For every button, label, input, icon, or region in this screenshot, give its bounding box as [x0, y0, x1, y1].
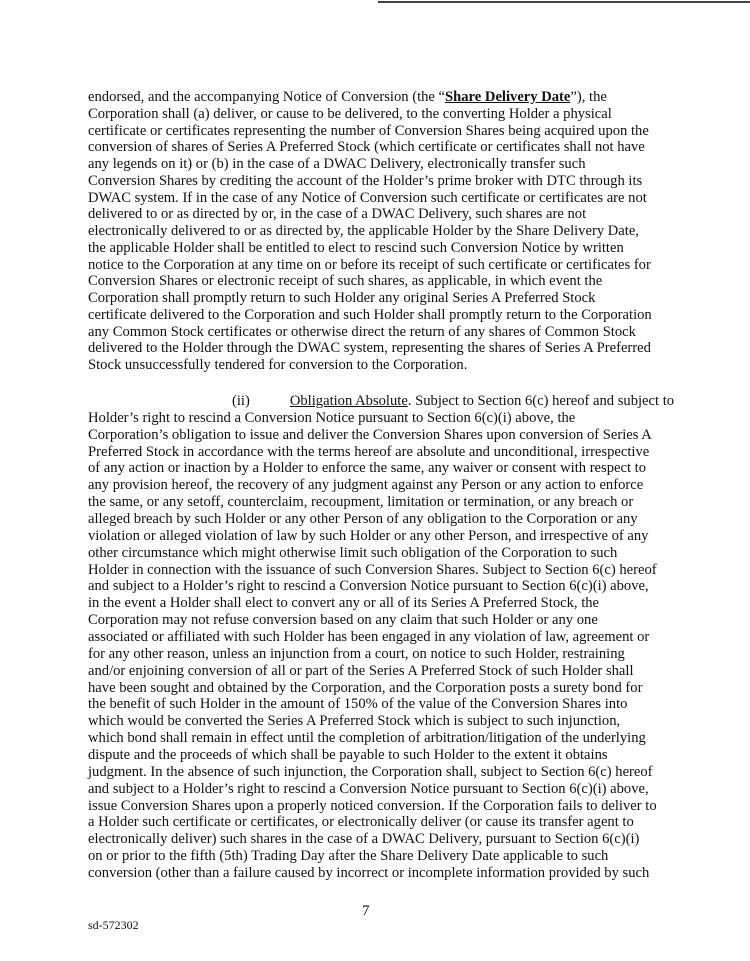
document-id-footer: sd-572302: [88, 918, 139, 932]
text-line: Corporation’s obligation to issue and deliver the Conversion Shares upon conversion of Series A: [88, 426, 652, 443]
text-line: Corporation shall promptly return to such Holder any original Series A Preferred Stock: [88, 290, 596, 306]
text-line: conversion of shares of Series A Preferred Stock (which certificate or certificates shall not have: [88, 139, 645, 156]
paragraph-share-delivery: [88, 89, 708, 374]
text-line: which bond shall remain in effect until the completion of arbitration/litigation of the underlying: [88, 730, 646, 747]
text-line: [88, 89, 708, 106]
page-number: 7: [362, 903, 370, 919]
text-line: have been sought and obtained by the Corporation, and the Corporation posts a surety bond for: [88, 679, 643, 696]
text-line: associated or affiliated with such Holder has been engaged in any violation of law, agreement or: [88, 629, 650, 646]
text-line: electronically delivered to or as directed by, the applicable Holder by the Share Delivery Date,: [88, 223, 639, 239]
paragraph-obligation-absolute: [88, 393, 708, 882]
text-line: notice to the Corporation at any time on or before its receipt of such certificate or certificates for: [88, 256, 651, 273]
text-line: delivered to or as directed by or, in the case of a DWAC Delivery, such shares are not: [88, 206, 587, 223]
text-line: delivered to the Holder through the DWAC system, representing the shares of Series A Preferred: [88, 340, 651, 357]
text-line: and subject to a Holder’s right to rescind a Conversion Notice pursuant to Section 6(c)(i) above,: [88, 578, 649, 595]
text-line: in the event a Holder shall elect to convert any or all of its Series A Preferred Stock, the: [88, 595, 600, 612]
text-line: Holder’s right to rescind a Conversion Notice pursuant to Section 6(c)(i) above, the: [88, 409, 576, 426]
text-line: Preferred Stock in accordance with the terms hereof are absolute and unconditional, irrespective: [88, 443, 650, 460]
text-line: the same, or any setoff, counterclaim, recoupment, limitation or termination, or any breach or: [88, 494, 634, 511]
text-line: the benefit of such Holder in the amount of 150% of the value of the Conversion Shares into: [88, 696, 628, 713]
text-line: [88, 393, 708, 410]
text-line: which would be converted the Series A Preferred Stock which is subject to such injunction,: [88, 713, 621, 730]
text-line: any Common Stock certificates or otherwise direct the return of any shares of Common Stock: [88, 323, 636, 340]
text-line: any provision hereof, the recovery of any judgment against any Person or any action to enforce: [88, 477, 644, 494]
text-line: DWAC system. If in the case of any Notice of Conversion such certificate or certificates are not: [88, 189, 647, 206]
section-heading: Obligation Absolute: [289, 393, 408, 409]
top-rule: [378, 1, 750, 3]
text-line: certificate or certificates representing the number of Conversion Shares being acquired upon the: [88, 122, 649, 139]
text-line: of any action or inaction by a Holder to enforce the same, any waiver or consent with respect to: [88, 460, 647, 477]
text-line: Corporation may not refuse conversion based on any claim that such Holder or any one: [88, 612, 598, 629]
text-line: a Holder such certificate or certificates, or electronically deliver (or cause its transfer agent to: [88, 814, 634, 831]
text-segment: ”), the: [570, 89, 607, 105]
text-line: judgment. In the absence of such injunction, the Corporation shall, subject to Section 6(c) hereof: [88, 763, 653, 780]
text-line: Conversion Shares or electronic receipt of such shares, as applicable, in which event the: [88, 273, 603, 290]
text-line: certificate delivered to the Corporation and such Holder shall promptly return to the Corporation: [88, 306, 652, 323]
text-line: electronically deliver) such shares in the case of a DWAC Delivery, pursuant to Section 6(c)(i): [88, 831, 640, 848]
text-line: on or prior to the fifth (5th) Trading Day after the Share Delivery Date applicable to such: [88, 848, 609, 865]
text-line: Conversion Shares by crediting the account of the Holder’s prime broker with DTC through its: [88, 172, 643, 189]
text-line: and/or enjoining conversion of all or part of the Series A Preferred Stock of such Holder shall: [88, 662, 634, 679]
defined-term: Share Delivery Date: [445, 89, 571, 105]
text-line: issue Conversion Shares upon a properly noticed conversion. If the Corporation fails to deliver to: [88, 797, 657, 814]
text-line: any legends on it) or (b) in the case of a DWAC Delivery, electronically transfer such: [88, 156, 586, 172]
text-line: for any other reason, unless an injunction from a court, on notice to such Holder, restraining: [88, 645, 625, 662]
text-segment: endorsed, and the accompanying Notice of Conversion (the “: [88, 89, 446, 105]
text-line: Corporation shall (a) deliver, or cause to be delivered, to the converting Holder a physical: [88, 105, 612, 122]
text-line: and subject to a Holder’s right to rescind a Conversion Notice pursuant to Section 6(c)(i) above,: [88, 780, 649, 797]
text-line: conversion (other than a failure caused by incorrect or incomplete information provided by such: [88, 865, 650, 882]
text-line: violation or alleged violation of law by such Holder or any other Person, and irrespective of any: [88, 527, 649, 544]
section-number: (ii): [232, 393, 250, 409]
text-line: Stock unsuccessfully tendered for conversion to the Corporation.: [88, 357, 468, 373]
text-line: other circumstance which might otherwise limit such obligation of the Corporation to such: [88, 544, 618, 561]
text-line: dispute and the proceeds of which shall be payable to such Holder to the extent it obtains: [88, 747, 608, 764]
text-line: alleged breach by such Holder or any other Person of any obligation to the Corporation or any: [88, 511, 638, 528]
text-line: Holder in connection with the issuance of such Conversion Shares. Subject to Section 6(c) hereof: [88, 561, 657, 578]
text-segment: . Subject to Section 6(c) hereof and subject to: [407, 393, 675, 409]
text-line: the applicable Holder shall be entitled to elect to rescind such Conversion Notice by written: [88, 239, 624, 256]
